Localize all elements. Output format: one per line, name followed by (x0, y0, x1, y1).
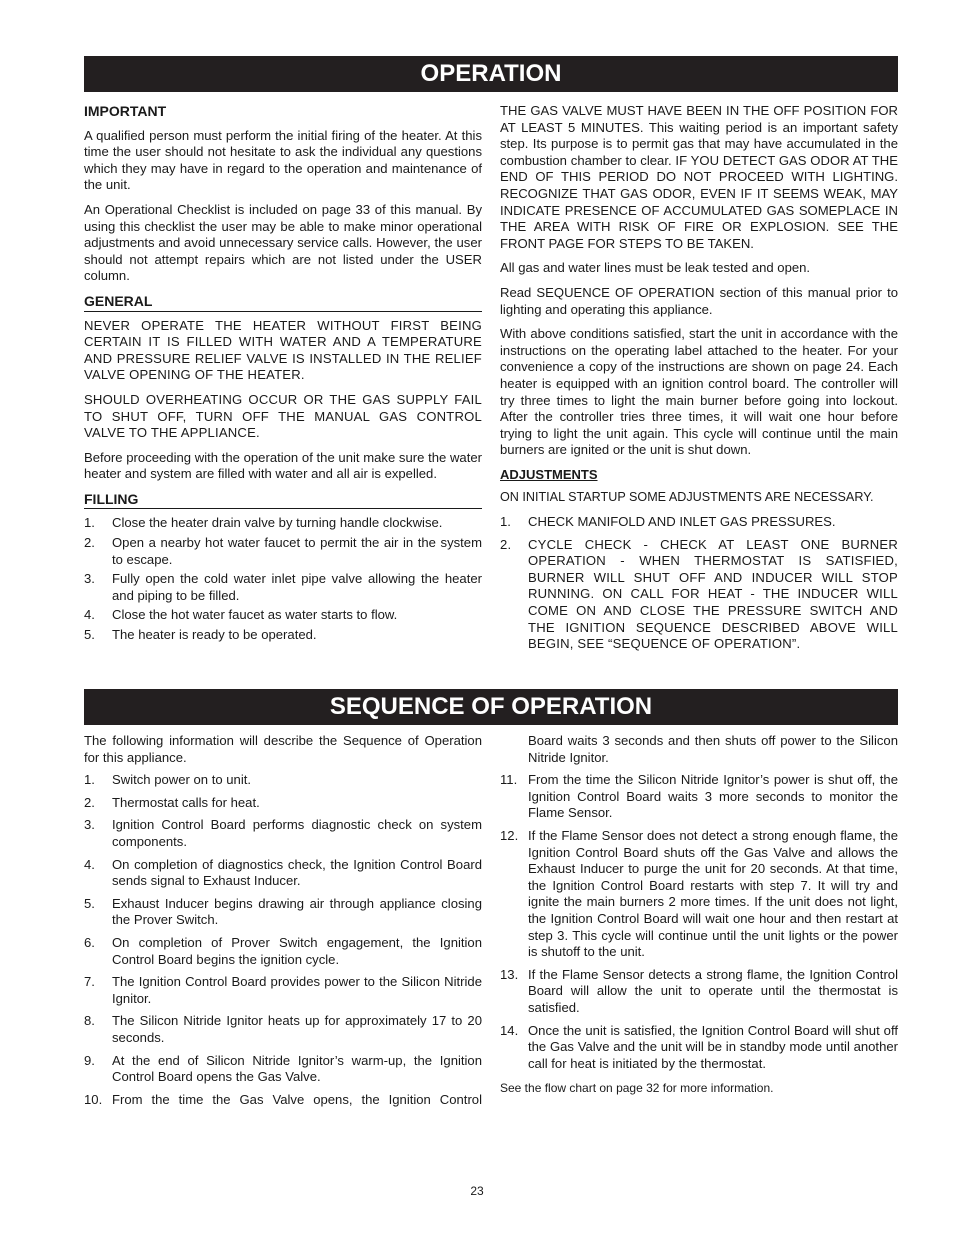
read-sequence-paragraph: Read SEQUENCE OF OPERATION section of this manual prior to lighting and operating this appliance. (500, 284, 898, 317)
list-item-text: CYCLE CHECK - CHECK AT LEAST ONE BURNER OPERATION - WHEN THERMOSTAT IS SATISFIED, BURNER WILL SHUT OFF AND INDUCER WILL STOP RUNNING. ON CALL FOR HEAT - THE INDUCER WILL COME ON AND CLOSE THE PRESSURE SWITCH AND THE IGNITION SEQUENCE DESCRIBED ABOVE WILL BEGIN, SEE “SEQUENCE OF OPERATION”. (528, 536, 898, 652)
list-item (84, 515, 482, 532)
sequence-title: SEQUENCE OF OPERATION (84, 689, 898, 725)
list-item (84, 1053, 482, 1086)
list-item-text: Open a nearby hot water faucet to permit the air in the system to escape. (112, 535, 482, 567)
list-item (84, 817, 482, 850)
operation-title: OPERATION (84, 56, 898, 92)
list-item-number: 12. (500, 827, 519, 843)
list-item (84, 795, 482, 812)
list-item-number: 1. (84, 515, 95, 531)
general-heading: GENERAL (84, 293, 482, 312)
list-item (84, 935, 482, 968)
page-number: 23 (470, 1184, 484, 1198)
list-item (500, 514, 898, 531)
list-item-text: If the Flame Sensor detects a strong flame, the Ignition Control Board will allow the unit to operate until the thermostat is satisfied. (528, 966, 898, 1015)
list-item-number: 2. (84, 794, 95, 810)
list-item (84, 535, 482, 568)
list-item (84, 627, 482, 644)
list-item-number: 3. (84, 571, 95, 587)
important-paragraph-2: An Operational Checklist is included on page 33 of this manual. By using this checklist the user may be able to make minor operational adjustments and avoid unnecessary service calls. However, the user should not attempt repairs which are not listed under the USER column. (84, 201, 482, 284)
filling-heading: FILLING (84, 491, 482, 510)
list-item-text: Switch power on to unit. (112, 772, 252, 788)
list-item-number: 2. (500, 536, 512, 552)
sequence-list-left (84, 772, 482, 1108)
important-paragraph-1: A qualified person must perform the initial firing of the heater. At this time the user should not hesitate to ask the individual any questions which they may have in regard to the operation and maintenance of the unit. (84, 127, 482, 193)
list-item (84, 607, 482, 624)
list-item-text: The Ignition Control Board provides power to the Silicon Nitride Ignitor. (112, 974, 482, 1006)
list-item (500, 537, 898, 653)
list-item (500, 1023, 898, 1073)
list-item (500, 967, 898, 1017)
list-item-text: On completion of Prover Switch engagement, the Ignition Control Board begins the ignition cycle. (112, 934, 482, 967)
list-item-number: 1. (500, 514, 511, 530)
list-item-text: Close the heater drain valve by turning handle clockwise. (112, 515, 443, 531)
list-item (84, 1092, 482, 1109)
list-item-text: The heater is ready to be operated. (112, 627, 317, 643)
adjustments-heading: ADJUSTMENTS (500, 466, 598, 482)
adjustments-intro: ON INITIAL STARTUP SOME ADJUSTMENTS ARE NECESSARY. (500, 490, 874, 505)
list-item-text: At the end of Silicon Nitride Ignitor’s warm-up, the Ignition Control Board opens the Gas Valve. (112, 1052, 482, 1085)
sequence-right-column (500, 733, 898, 1105)
list-item-number: 8. (84, 1013, 95, 1029)
list-item-text: If the Flame Sensor does not detect a strong enough flame, the Ignition Control Board shuts off the Gas Valve and allows the Exhaust Inducer to purge the unit for 20 seconds. At that time, the Ignition Control Board restarts with step 7. It will try and ignite the main burners 2 more times. If the unit does not light, the Ignition Control Board will wait one hour and then restart at step 3. This cycle will continue until the unit lights or the power is shutoff to the unit. (528, 827, 898, 960)
list-item-number: 2. (84, 535, 95, 551)
operation-right-column (500, 103, 898, 661)
filling-list (84, 515, 482, 643)
list-item-text: Exhaust Inducer begins drawing air through appliance closing the Prover Switch. (112, 895, 482, 928)
operation-left-column (84, 103, 482, 652)
list-item-number: 5. (84, 895, 95, 911)
list-item (84, 974, 482, 1007)
list-item-number: 4. (84, 607, 95, 623)
list-item (500, 772, 898, 822)
list-item (84, 857, 482, 890)
general-paragraph-1: NEVER OPERATE THE HEATER WITHOUT FIRST BEING CERTAIN IT IS FILLED WITH WATER AND A TEMPERATURE AND PRESSURE RELIEF VALVE IS INSTALLED IN THE RELIEF VALVE OPENING OF THE HEATER. (84, 317, 482, 383)
list-item-text: From the time the Gas Valve opens, the Ignition Control (112, 1091, 482, 1107)
list-item (84, 896, 482, 929)
sequence-left-column (84, 733, 482, 1116)
list-item-text: CHECK MANIFOLD AND INLET GAS PRESSURES. (528, 514, 836, 530)
sequence-list-right (500, 772, 898, 1072)
sequence-continuation: Board waits 3 seconds and then shuts off power to the Silicon Nitride Ignitor. (528, 733, 898, 765)
list-item-number: 11. (500, 772, 518, 788)
startup-paragraph: With above conditions satisfied, start the unit in accordance with the instructions on the operating label attached to the heater. For your convenience a copy of the instructions are shown on page 24. Each heater is equipped with an ignition control board. The controller will try three times to light the main burner before going into lockout. After the controller tries three times, it will wait one hour before trying to light the unit again. This cycle will continue until the main burners are ignited or the unit is shut down. (500, 326, 898, 458)
list-item-number: 5. (84, 627, 95, 643)
important-heading: IMPORTANT (84, 103, 167, 119)
list-item (84, 571, 482, 604)
flow-chart-note: See the flow chart on page 32 for more information. (500, 1081, 774, 1096)
list-item-number: 13. (500, 966, 519, 982)
list-item-text: From the time the Silicon Nitride Ignitor’s power is shut off, the Ignition Control Board waits 3 more seconds to monitor the Flame Sensor. (528, 772, 898, 821)
list-item-text: Close the hot water faucet as water starts to flow. (112, 607, 398, 623)
list-item-text: Fully open the cold water inlet pipe valve allowing the heater and piping to be filled. (112, 571, 482, 603)
general-paragraph-3: Before proceeding with the operation of the unit make sure the water heater and system are filled with water and all air is expelled. (84, 449, 482, 482)
list-item-number: 1. (84, 772, 95, 788)
leak-test-paragraph: All gas and water lines must be leak tested and open. (500, 260, 811, 276)
list-item-number: 3. (84, 817, 95, 833)
list-item-text: Ignition Control Board performs diagnostic check on system components. (112, 817, 482, 849)
gas-valve-warning: THE GAS VALVE MUST HAVE BEEN IN THE OFF POSITION FOR AT LEAST 5 MINUTES. This waiting period is an important safety step. Its purpose is to permit gas that may have accumulated in the combustion chamber to clear. IF YOU DETECT GAS ODOR AT THE END OF THIS PERIOD DO NOT PROCEED WITH LIGHTING. RECOGNIZE THAT GAS ODOR, EVEN IF IT SEEMS WEAK, MAY INDICATE PRESENCE OF ACCUMULATED GAS SOMEPLACE IN THE AREA WITH RISK OF FIRE OR EXPLOSION. SEE THE FRONT PAGE FOR STEPS TO BE TAKEN. (500, 103, 898, 251)
adjustments-list (500, 514, 898, 653)
list-item-text: On completion of diagnostics check, the Ignition Control Board sends signal to Exhaust Inducer. (112, 856, 482, 889)
sequence-intro: The following information will describe the Sequence of Operation for this appliance. (84, 733, 482, 765)
list-item-number: 6. (84, 934, 95, 950)
list-item-text: Thermostat calls for heat. (112, 794, 260, 810)
list-item-number: 9. (84, 1052, 95, 1068)
list-item-text: The Silicon Nitride Ignitor heats up for approximately 17 to 20 seconds. (112, 1013, 482, 1045)
list-item (84, 772, 482, 789)
list-item-number: 14. (500, 1022, 519, 1038)
list-item-number: 10. (84, 1091, 103, 1107)
list-item-number: 7. (84, 974, 95, 990)
list-item-number: 4. (84, 856, 95, 872)
list-item (84, 1013, 482, 1046)
general-paragraph-2: SHOULD OVERHEATING OCCUR OR THE GAS SUPPLY FAIL TO SHUT OFF, TURN OFF THE MANUAL GAS CONTROL VALVE TO THE APPLIANCE. (84, 391, 482, 441)
list-item (500, 828, 898, 961)
list-item-text: Once the unit is satisfied, the Ignition Control Board will shut off the Gas Valve and the unit will be in standby mode until another call for heat is initiated by the thermostat. (528, 1022, 898, 1071)
